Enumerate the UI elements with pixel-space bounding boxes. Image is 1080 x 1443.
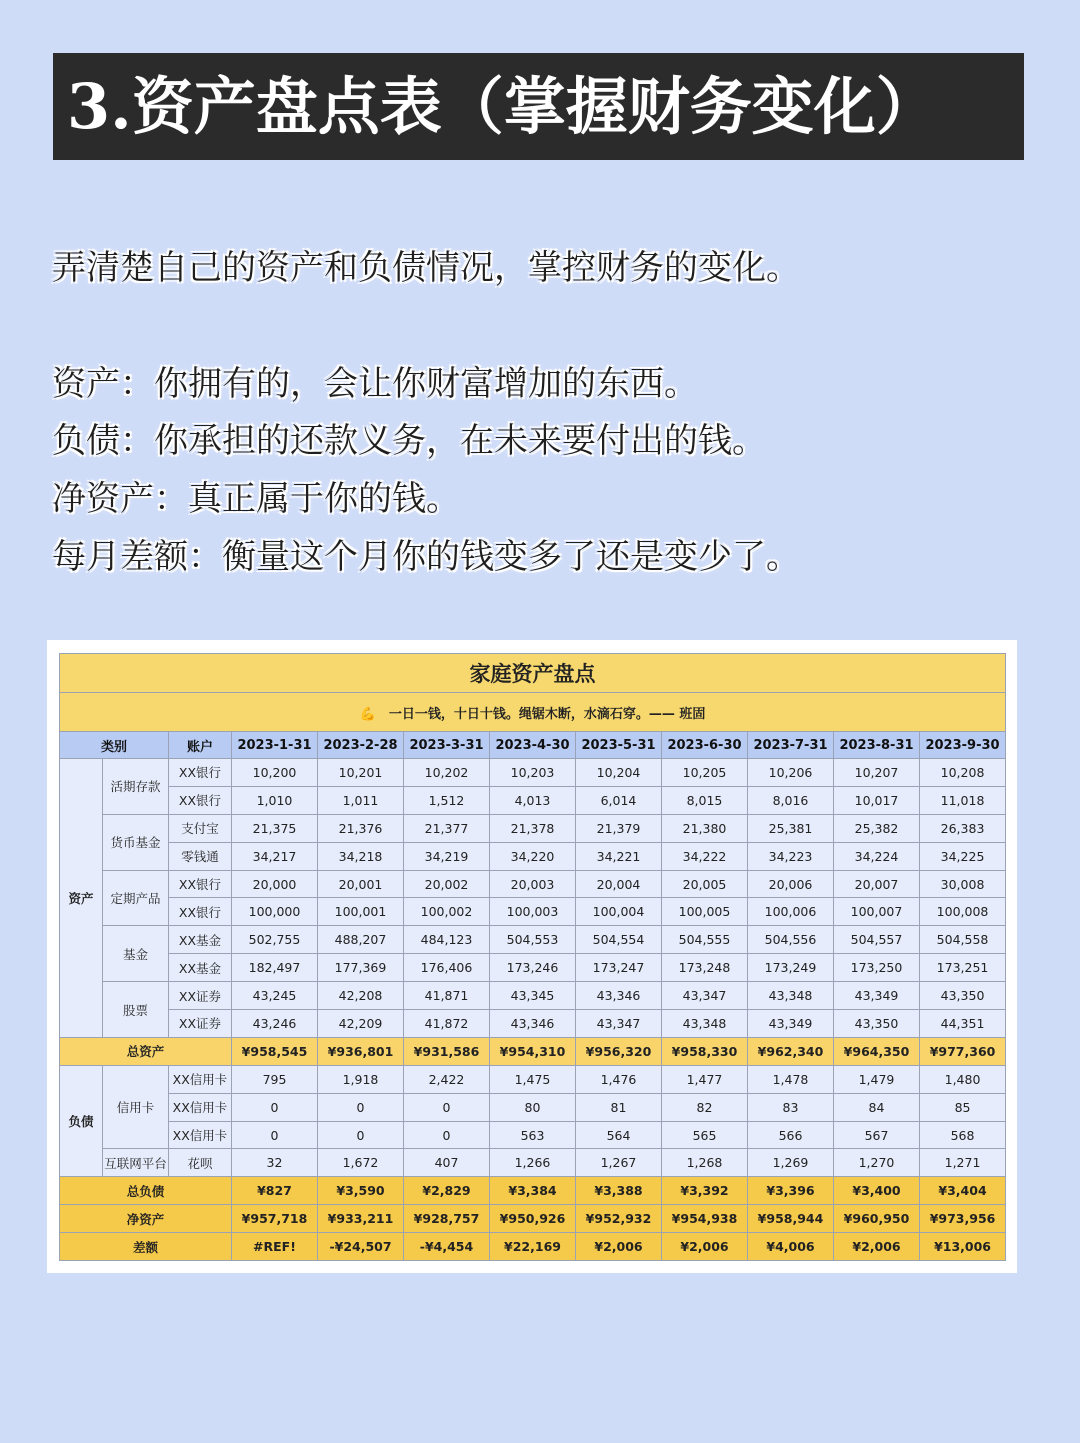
total-assets-row-label: 总资产 bbox=[60, 1037, 232, 1065]
asset-inventory-table bbox=[59, 653, 1006, 1261]
net-assets-row-value: ¥957,718 bbox=[232, 1205, 318, 1233]
value-cell: 173,248 bbox=[662, 954, 748, 982]
spreadsheet-card bbox=[47, 640, 1017, 1273]
subcategory-cell: 活期存款 bbox=[103, 759, 169, 815]
value-cell: 504,555 bbox=[662, 926, 748, 954]
table-row bbox=[60, 982, 1006, 1010]
header-category: 类别 bbox=[60, 732, 169, 759]
value-cell: 83 bbox=[748, 1093, 834, 1121]
value-cell: 795 bbox=[232, 1065, 318, 1093]
value-cell: 10,201 bbox=[318, 759, 404, 787]
account-cell: XX银行 bbox=[169, 870, 232, 898]
value-cell: 504,557 bbox=[834, 926, 920, 954]
value-cell: 44,351 bbox=[920, 1010, 1006, 1038]
value-cell: 1,269 bbox=[748, 1149, 834, 1177]
value-cell: 43,347 bbox=[576, 1010, 662, 1038]
value-cell: 34,220 bbox=[490, 842, 576, 870]
value-cell: 182,497 bbox=[232, 954, 318, 982]
total-assets-row-value: ¥977,360 bbox=[920, 1037, 1006, 1065]
net-assets-row-value: ¥928,757 bbox=[404, 1205, 490, 1233]
value-cell: 4,013 bbox=[490, 786, 576, 814]
value-cell: 1,477 bbox=[662, 1065, 748, 1093]
category-cell: 负债 bbox=[60, 1065, 103, 1177]
account-cell: XX银行 bbox=[169, 898, 232, 926]
header-date: 2023-6-30 bbox=[662, 732, 748, 759]
total-liabilities-row-value: ¥827 bbox=[232, 1177, 318, 1205]
value-cell: 1,271 bbox=[920, 1149, 1006, 1177]
value-cell: 26,383 bbox=[920, 814, 1006, 842]
value-cell: 82 bbox=[662, 1093, 748, 1121]
value-cell: 11,018 bbox=[920, 786, 1006, 814]
value-cell: 484,123 bbox=[404, 926, 490, 954]
account-cell: 零钱通 bbox=[169, 842, 232, 870]
total-assets-row-value: ¥958,330 bbox=[662, 1037, 748, 1065]
subcategory-cell: 股票 bbox=[103, 982, 169, 1038]
value-cell: 43,348 bbox=[662, 1010, 748, 1038]
value-cell: 173,249 bbox=[748, 954, 834, 982]
difference-row-value: ¥2,006 bbox=[576, 1233, 662, 1261]
value-cell: 21,376 bbox=[318, 814, 404, 842]
net-assets-row-value: ¥933,211 bbox=[318, 1205, 404, 1233]
subcategory-cell: 互联网平台 bbox=[103, 1149, 169, 1177]
value-cell: 100,000 bbox=[232, 898, 318, 926]
header-date: 2023-9-30 bbox=[920, 732, 1006, 759]
net-assets-row-value: ¥973,956 bbox=[920, 1205, 1006, 1233]
value-cell: 100,003 bbox=[490, 898, 576, 926]
value-cell: 407 bbox=[404, 1149, 490, 1177]
value-cell: 10,204 bbox=[576, 759, 662, 787]
net-assets-row bbox=[60, 1205, 1006, 1233]
value-cell: 1,011 bbox=[318, 786, 404, 814]
value-cell: 21,377 bbox=[404, 814, 490, 842]
value-cell: 10,206 bbox=[748, 759, 834, 787]
table-row bbox=[60, 1010, 1006, 1038]
table-row bbox=[60, 898, 1006, 926]
net-assets-row-value: ¥960,950 bbox=[834, 1205, 920, 1233]
value-cell: 20,007 bbox=[834, 870, 920, 898]
value-cell: 43,348 bbox=[748, 982, 834, 1010]
table-row bbox=[60, 786, 1006, 814]
value-cell: 21,380 bbox=[662, 814, 748, 842]
total-liabilities-row-value: ¥3,388 bbox=[576, 1177, 662, 1205]
table-row bbox=[60, 759, 1006, 787]
value-cell: 100,005 bbox=[662, 898, 748, 926]
value-cell: 43,349 bbox=[834, 982, 920, 1010]
value-cell: 43,350 bbox=[920, 982, 1006, 1010]
total-assets-row-value: ¥936,801 bbox=[318, 1037, 404, 1065]
value-cell: 21,379 bbox=[576, 814, 662, 842]
value-cell: 8,015 bbox=[662, 786, 748, 814]
value-cell: 0 bbox=[318, 1093, 404, 1121]
difference-row-value: ¥4,006 bbox=[748, 1233, 834, 1261]
value-cell: 100,008 bbox=[920, 898, 1006, 926]
value-cell: 100,006 bbox=[748, 898, 834, 926]
value-cell: 85 bbox=[920, 1093, 1006, 1121]
value-cell: 34,222 bbox=[662, 842, 748, 870]
total-liabilities-row-label: 总负债 bbox=[60, 1177, 232, 1205]
header-date: 2023-4-30 bbox=[490, 732, 576, 759]
total-assets-row-value: ¥962,340 bbox=[748, 1037, 834, 1065]
value-cell: 10,017 bbox=[834, 786, 920, 814]
value-cell: 567 bbox=[834, 1121, 920, 1149]
value-cell: 20,004 bbox=[576, 870, 662, 898]
value-cell: 1,480 bbox=[920, 1065, 1006, 1093]
value-cell: 504,556 bbox=[748, 926, 834, 954]
value-cell: 568 bbox=[920, 1121, 1006, 1149]
value-cell: 1,512 bbox=[404, 786, 490, 814]
table-row bbox=[60, 814, 1006, 842]
value-cell: 42,208 bbox=[318, 982, 404, 1010]
value-cell: 100,002 bbox=[404, 898, 490, 926]
account-cell: XX银行 bbox=[169, 786, 232, 814]
value-cell: 504,554 bbox=[576, 926, 662, 954]
account-cell: XX证券 bbox=[169, 1010, 232, 1038]
table-row bbox=[60, 1065, 1006, 1093]
value-cell: 100,004 bbox=[576, 898, 662, 926]
value-cell: 42,209 bbox=[318, 1010, 404, 1038]
value-cell: 563 bbox=[490, 1121, 576, 1149]
subcategory-cell: 信用卡 bbox=[103, 1065, 169, 1149]
category-cell: 资产 bbox=[60, 759, 103, 1038]
value-cell: 10,200 bbox=[232, 759, 318, 787]
table-row bbox=[60, 1121, 1006, 1149]
total-liabilities-row-value: ¥3,392 bbox=[662, 1177, 748, 1205]
value-cell: 20,000 bbox=[232, 870, 318, 898]
value-cell: 488,207 bbox=[318, 926, 404, 954]
value-cell: 564 bbox=[576, 1121, 662, 1149]
value-cell: 1,267 bbox=[576, 1149, 662, 1177]
value-cell: 173,247 bbox=[576, 954, 662, 982]
difference-row-value: -¥4,454 bbox=[404, 1233, 490, 1261]
value-cell: 504,553 bbox=[490, 926, 576, 954]
value-cell: 43,345 bbox=[490, 982, 576, 1010]
value-cell: 30,008 bbox=[920, 870, 1006, 898]
value-cell: 1,918 bbox=[318, 1065, 404, 1093]
value-cell: 43,346 bbox=[490, 1010, 576, 1038]
value-cell: 173,251 bbox=[920, 954, 1006, 982]
difference-row-label: 差额 bbox=[60, 1233, 232, 1261]
net-assets-row-value: ¥958,944 bbox=[748, 1205, 834, 1233]
header-date: 2023-8-31 bbox=[834, 732, 920, 759]
value-cell: 10,205 bbox=[662, 759, 748, 787]
value-cell: 20,001 bbox=[318, 870, 404, 898]
total-assets-row-value: ¥956,320 bbox=[576, 1037, 662, 1065]
value-cell: 1,270 bbox=[834, 1149, 920, 1177]
account-cell: 支付宝 bbox=[169, 814, 232, 842]
net-assets-row-value: ¥952,932 bbox=[576, 1205, 662, 1233]
sheet-title: 家庭资产盘点 bbox=[60, 654, 1006, 693]
value-cell: 21,378 bbox=[490, 814, 576, 842]
account-cell: XX银行 bbox=[169, 759, 232, 787]
value-cell: 502,755 bbox=[232, 926, 318, 954]
total-liabilities-row-value: ¥3,400 bbox=[834, 1177, 920, 1205]
account-cell: 花呗 bbox=[169, 1149, 232, 1177]
table-row bbox=[60, 926, 1006, 954]
value-cell: 21,375 bbox=[232, 814, 318, 842]
value-cell: 43,349 bbox=[748, 1010, 834, 1038]
value-cell: 34,219 bbox=[404, 842, 490, 870]
table-row bbox=[60, 954, 1006, 982]
value-cell: 43,245 bbox=[232, 982, 318, 1010]
value-cell: 100,007 bbox=[834, 898, 920, 926]
difference-row-value: ¥2,006 bbox=[834, 1233, 920, 1261]
definition-assets: 资产：你拥有的，会让你财富增加的东西。 bbox=[52, 364, 698, 404]
value-cell: 6,014 bbox=[576, 786, 662, 814]
table-row bbox=[60, 1093, 1006, 1121]
total-assets-row-value: ¥958,545 bbox=[232, 1037, 318, 1065]
value-cell: 41,872 bbox=[404, 1010, 490, 1038]
value-cell: 25,382 bbox=[834, 814, 920, 842]
total-assets-row-value: ¥964,350 bbox=[834, 1037, 920, 1065]
value-cell: 34,221 bbox=[576, 842, 662, 870]
table-row bbox=[60, 1149, 1006, 1177]
header-date: 2023-5-31 bbox=[576, 732, 662, 759]
difference-row-value: ¥2,006 bbox=[662, 1233, 748, 1261]
total-liabilities-row-value: ¥2,829 bbox=[404, 1177, 490, 1205]
net-assets-row-value: ¥954,938 bbox=[662, 1205, 748, 1233]
value-cell: 504,558 bbox=[920, 926, 1006, 954]
value-cell: 1,475 bbox=[490, 1065, 576, 1093]
net-assets-row-value: ¥950,926 bbox=[490, 1205, 576, 1233]
value-cell: 566 bbox=[748, 1121, 834, 1149]
value-cell: 173,250 bbox=[834, 954, 920, 982]
header-date: 2023-3-31 bbox=[404, 732, 490, 759]
sheet-quote: 💪 一日一钱，十日十钱。绳锯木断，水滴石穿。—— 班固 bbox=[60, 693, 1006, 732]
account-cell: XX信用卡 bbox=[169, 1093, 232, 1121]
value-cell: 1,010 bbox=[232, 786, 318, 814]
value-cell: 10,203 bbox=[490, 759, 576, 787]
value-cell: 0 bbox=[318, 1121, 404, 1149]
value-cell: 176,406 bbox=[404, 954, 490, 982]
value-cell: 43,350 bbox=[834, 1010, 920, 1038]
value-cell: 43,246 bbox=[232, 1010, 318, 1038]
difference-row bbox=[60, 1233, 1006, 1261]
value-cell: 1,268 bbox=[662, 1149, 748, 1177]
value-cell: 20,006 bbox=[748, 870, 834, 898]
account-cell: XX信用卡 bbox=[169, 1065, 232, 1093]
account-cell: XX基金 bbox=[169, 926, 232, 954]
value-cell: 20,005 bbox=[662, 870, 748, 898]
table-row bbox=[60, 842, 1006, 870]
value-cell: 100,001 bbox=[318, 898, 404, 926]
value-cell: 1,672 bbox=[318, 1149, 404, 1177]
value-cell: 43,347 bbox=[662, 982, 748, 1010]
difference-row-value: ¥22,169 bbox=[490, 1233, 576, 1261]
value-cell: 10,207 bbox=[834, 759, 920, 787]
subcategory-cell: 基金 bbox=[103, 926, 169, 982]
value-cell: 34,218 bbox=[318, 842, 404, 870]
value-cell: 20,002 bbox=[404, 870, 490, 898]
value-cell: 34,217 bbox=[232, 842, 318, 870]
value-cell: 0 bbox=[404, 1121, 490, 1149]
account-cell: XX信用卡 bbox=[169, 1121, 232, 1149]
net-assets-row-label: 净资产 bbox=[60, 1205, 232, 1233]
value-cell: 84 bbox=[834, 1093, 920, 1121]
definition-net-assets: 净资产：真正属于你的钱。 bbox=[52, 479, 460, 519]
page-title: 3.资产盘点表（掌握财务变化） bbox=[53, 53, 1024, 160]
value-cell: 34,224 bbox=[834, 842, 920, 870]
header-account: 账户 bbox=[169, 732, 232, 759]
value-cell: 177,369 bbox=[318, 954, 404, 982]
total-assets-row bbox=[60, 1037, 1006, 1065]
header-date: 2023-7-31 bbox=[748, 732, 834, 759]
value-cell: 10,208 bbox=[920, 759, 1006, 787]
difference-row-value: #REF! bbox=[232, 1233, 318, 1261]
value-cell: 43,346 bbox=[576, 982, 662, 1010]
value-cell: 1,478 bbox=[748, 1065, 834, 1093]
difference-row-value: ¥13,006 bbox=[920, 1233, 1006, 1261]
difference-row-value: -¥24,507 bbox=[318, 1233, 404, 1261]
value-cell: 34,225 bbox=[920, 842, 1006, 870]
value-cell: 1,476 bbox=[576, 1065, 662, 1093]
total-liabilities-row-value: ¥3,404 bbox=[920, 1177, 1006, 1205]
value-cell: 0 bbox=[232, 1121, 318, 1149]
account-cell: XX基金 bbox=[169, 954, 232, 982]
value-cell: 0 bbox=[404, 1093, 490, 1121]
total-assets-row-value: ¥931,586 bbox=[404, 1037, 490, 1065]
total-liabilities-row-value: ¥3,384 bbox=[490, 1177, 576, 1205]
value-cell: 8,016 bbox=[748, 786, 834, 814]
header-date: 2023-2-28 bbox=[318, 732, 404, 759]
definition-monthly-difference: 每月差额：衡量这个月你的钱变多了还是变少了。 bbox=[52, 537, 800, 577]
value-cell: 2,422 bbox=[404, 1065, 490, 1093]
value-cell: 565 bbox=[662, 1121, 748, 1149]
value-cell: 32 bbox=[232, 1149, 318, 1177]
value-cell: 173,246 bbox=[490, 954, 576, 982]
value-cell: 41,871 bbox=[404, 982, 490, 1010]
value-cell: 20,003 bbox=[490, 870, 576, 898]
value-cell: 80 bbox=[490, 1093, 576, 1121]
header-date: 2023-1-31 bbox=[232, 732, 318, 759]
value-cell: 0 bbox=[232, 1093, 318, 1121]
value-cell: 34,223 bbox=[748, 842, 834, 870]
subcategory-cell: 定期产品 bbox=[103, 870, 169, 926]
intro-text: 弄清楚自己的资产和负债情况，掌控财务的变化。 bbox=[52, 248, 800, 288]
value-cell: 1,479 bbox=[834, 1065, 920, 1093]
subcategory-cell: 货币基金 bbox=[103, 814, 169, 870]
total-liabilities-row-value: ¥3,590 bbox=[318, 1177, 404, 1205]
account-cell: XX证券 bbox=[169, 982, 232, 1010]
total-liabilities-row bbox=[60, 1177, 1006, 1205]
value-cell: 81 bbox=[576, 1093, 662, 1121]
value-cell: 25,381 bbox=[748, 814, 834, 842]
table-row bbox=[60, 870, 1006, 898]
total-liabilities-row-value: ¥3,396 bbox=[748, 1177, 834, 1205]
value-cell: 10,202 bbox=[404, 759, 490, 787]
definition-liabilities: 负债：你承担的还款义务，在未来要付出的钱。 bbox=[52, 421, 766, 461]
total-assets-row-value: ¥954,310 bbox=[490, 1037, 576, 1065]
value-cell: 1,266 bbox=[490, 1149, 576, 1177]
